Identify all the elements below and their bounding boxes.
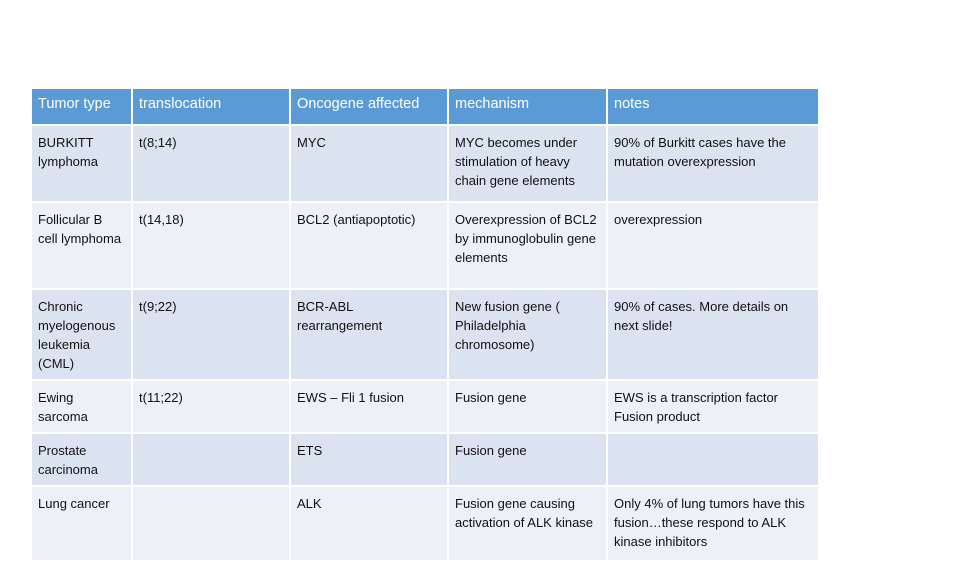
cell-oncogene: BCL2 (antiapoptotic) — [290, 202, 448, 289]
oncogene-translocation-table — [30, 87, 820, 562]
cell-tumor-type: Lung cancer — [31, 486, 132, 561]
cell-tumor-type: Ewing sarcoma — [31, 380, 132, 433]
table-row — [31, 380, 819, 433]
cell-translocation: t(11;22) — [132, 380, 290, 433]
cell-notes: 90% of Burkitt cases have the mutation overexpression — [607, 125, 819, 202]
cell-tumor-type: BURKITT lymphoma — [31, 125, 132, 202]
cell-mechanism: Fusion gene — [448, 433, 607, 486]
table-row — [31, 125, 819, 202]
header-tumor-type: Tumor type — [31, 88, 132, 125]
cell-notes: 90% of cases. More details on next slide! — [607, 289, 819, 380]
cell-oncogene: BCR-ABL rearrangement — [290, 289, 448, 380]
cell-tumor-type: Chronic myelogenous leukemia (CML) — [31, 289, 132, 380]
table-row — [31, 289, 819, 380]
cell-tumor-type: Follicular B cell lymphoma — [31, 202, 132, 289]
cell-translocation: t(8;14) — [132, 125, 290, 202]
cell-translocation — [132, 486, 290, 561]
cell-notes: overexpression — [607, 202, 819, 289]
cell-oncogene: ETS — [290, 433, 448, 486]
header-notes: notes — [607, 88, 819, 125]
cell-tumor-type: Prostate carcinoma — [31, 433, 132, 486]
cell-mechanism: Overexpression of BCL2 by immunoglobulin gene elements — [448, 202, 607, 289]
cell-oncogene: EWS – Fli 1 fusion — [290, 380, 448, 433]
cell-notes — [607, 433, 819, 486]
cell-mechanism: Fusion gene — [448, 380, 607, 433]
cell-notes: EWS is a transcription factor Fusion product — [607, 380, 819, 433]
cell-translocation — [132, 433, 290, 486]
cell-mechanism: MYC becomes under stimulation of heavy chain gene elements — [448, 125, 607, 202]
header-mechanism: mechanism — [448, 88, 607, 125]
cell-oncogene: MYC — [290, 125, 448, 202]
table-row — [31, 202, 819, 289]
cell-oncogene: ALK — [290, 486, 448, 561]
header-translocation: translocation — [132, 88, 290, 125]
table-header-row — [31, 88, 819, 125]
cell-translocation: t(9;22) — [132, 289, 290, 380]
table-row — [31, 433, 819, 486]
cell-mechanism: New fusion gene ( Philadelphia chromosome) — [448, 289, 607, 380]
cell-notes: Only 4% of lung tumors have this fusion…these respond to ALK kinase inhibitors — [607, 486, 819, 561]
cell-mechanism: Fusion gene causing activation of ALK kinase — [448, 486, 607, 561]
header-oncogene: Oncogene affected — [290, 88, 448, 125]
cell-translocation: t(14,18) — [132, 202, 290, 289]
table-row — [31, 486, 819, 561]
